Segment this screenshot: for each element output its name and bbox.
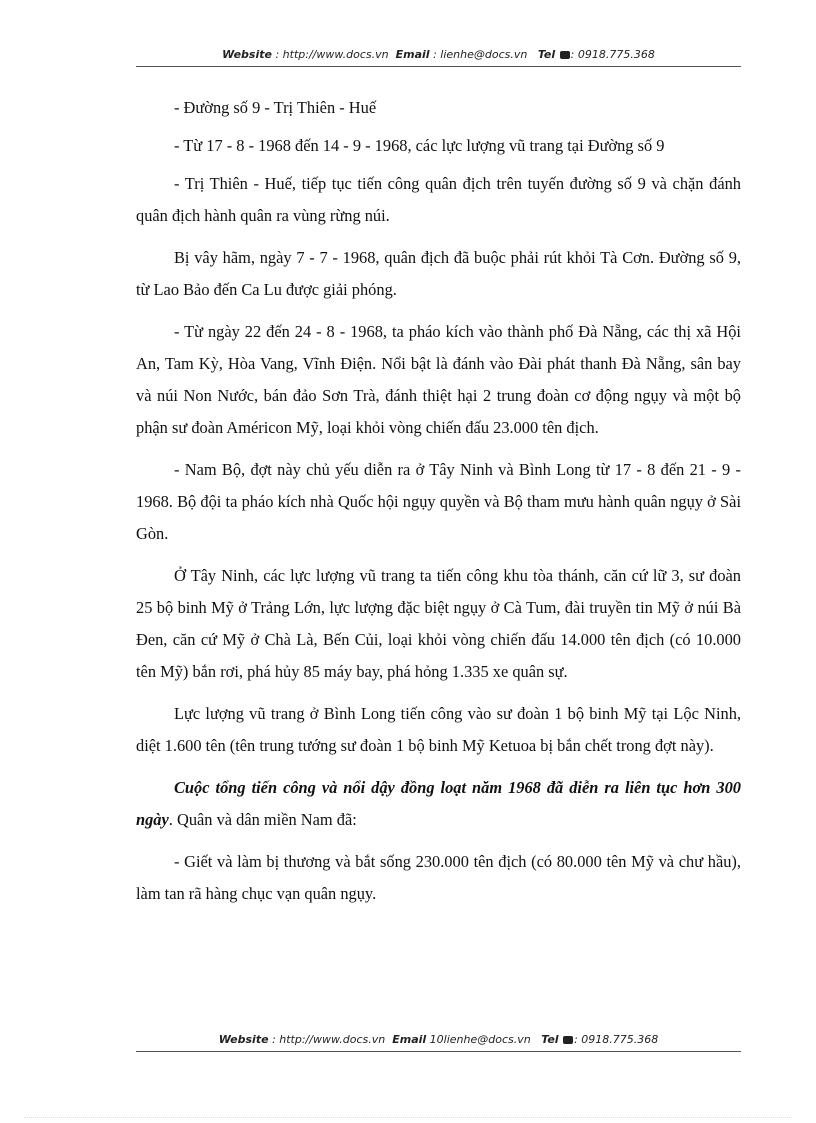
header-email-label: Email [395, 48, 430, 61]
footer-website-url: : http://www.docs.vn [272, 1033, 386, 1046]
header-website-url: : http://www.docs.vn [275, 48, 389, 61]
paragraph: - Từ ngày 22 đến 24 - 8 - 1968, ta pháo kích vào thành phố Đà Nẵng, các thị xã Hội An, Tam Kỳ, Hòa Vang, Vĩnh Điện. Nổi bật là đánh vào Đài phát thanh Đà Nẵng, sân bay và núi Non Nước, bán đảo Sơn Trà, đánh thiệt hại 2 trung đoàn cơ động ngụy và một bộ phận sư đoàn Américon Mỹ, loại khỏi vòng chiến đấu 23.000 tên địch. [136, 322, 741, 437]
page-edge-divider [24, 1117, 792, 1118]
header-website-label: Website [222, 48, 272, 61]
paragraph: - Nam Bộ, đợt này chủ yếu diễn ra ở Tây Ninh và Bình Long từ 17 - 8 đến 21 - 9 - 1968. Bộ đội ta pháo kích nhà Quốc hội ngụy quyền và Bộ tham mưu hành quân ngụy ở Sài Gòn. [136, 460, 741, 543]
footer-email-value: lienhe@docs.vn [443, 1033, 531, 1046]
paragraph: - Từ 17 - 8 - 1968 đến 14 - 9 - 1968, các lực lượng vũ trang tại Đường số 9 [174, 136, 665, 155]
header-email-value: : lienhe@docs.vn [433, 48, 528, 61]
phone-icon [560, 51, 570, 59]
header-tel-label: Tel [537, 48, 556, 61]
page-footer [136, 1033, 741, 1052]
paragraph: - Đường số 9 - Trị Thiên - Huế [174, 98, 377, 117]
phone-icon [563, 1036, 573, 1044]
paragraph: Lực lượng vũ trang ở Bình Long tiến công vào sư đoàn 1 bộ binh Mỹ tại Lộc Ninh, diệt 1.600 tên (tên trung tướng sư đoàn 1 bộ binh Mỹ Ketuoa bị bắn chết trong đợt này). [136, 704, 741, 755]
page-header [136, 48, 741, 67]
emphasis-text: Cuộc tổng tiến công và nổi dậy đồng loạt năm 1968 đã diễn ra liên tục hơn 300 ngày [136, 778, 741, 829]
emphasis-rest: . Quân và dân miền Nam đã: [168, 810, 357, 829]
paragraph: - Giết và làm bị thương và bắt sống 230.000 tên địch (có 80.000 tên Mỹ và chư hầu), làm tan rã hàng chục vạn quân ngụy. [136, 852, 741, 903]
paragraph: - Trị Thiên - Huế, tiếp tục tiến công quân địch trên tuyến đường số 9 và chặn đánh quân địch hành quân ra vùng rừng núi. [136, 174, 741, 225]
footer-tel-label: Tel [541, 1033, 559, 1046]
document-body [136, 92, 741, 920]
emphasis-paragraph [136, 772, 741, 836]
paragraph: Ở Tây Ninh, các lực lượng vũ trang ta tiến công khu tòa thánh, căn cứ lữ 3, sư đoàn 25 bộ binh Mỹ ở Trảng Lớn, lực lượng đặc biệt ngụy ở Cà Tum, đài truyền tin Mỹ ở núi Bà Đen, căn cứ Mỹ ở Chà Là, Bến Củi, loại khỏi vòng chiến đấu 14.000 tên địch (có 10.000 tên Mỹ) bắn rơi, phá hủy 85 máy bay, phá hỏng 1.335 xe quân sự. [136, 566, 741, 681]
paragraph: Bị vây hãm, ngày 7 - 7 - 1968, quân địch đã buộc phải rút khỏi Tà Cơn. Đường số 9, từ Lao Bảo đến Ca Lu được giải phóng. [136, 248, 741, 299]
footer-tel-value: : 0918.775.368 [574, 1033, 659, 1046]
footer-email-label: Email [392, 1033, 427, 1046]
header-tel-value: : 0918.775.368 [570, 48, 655, 61]
footer-website-label: Website [218, 1033, 269, 1046]
page-number: 10 [429, 1033, 444, 1046]
